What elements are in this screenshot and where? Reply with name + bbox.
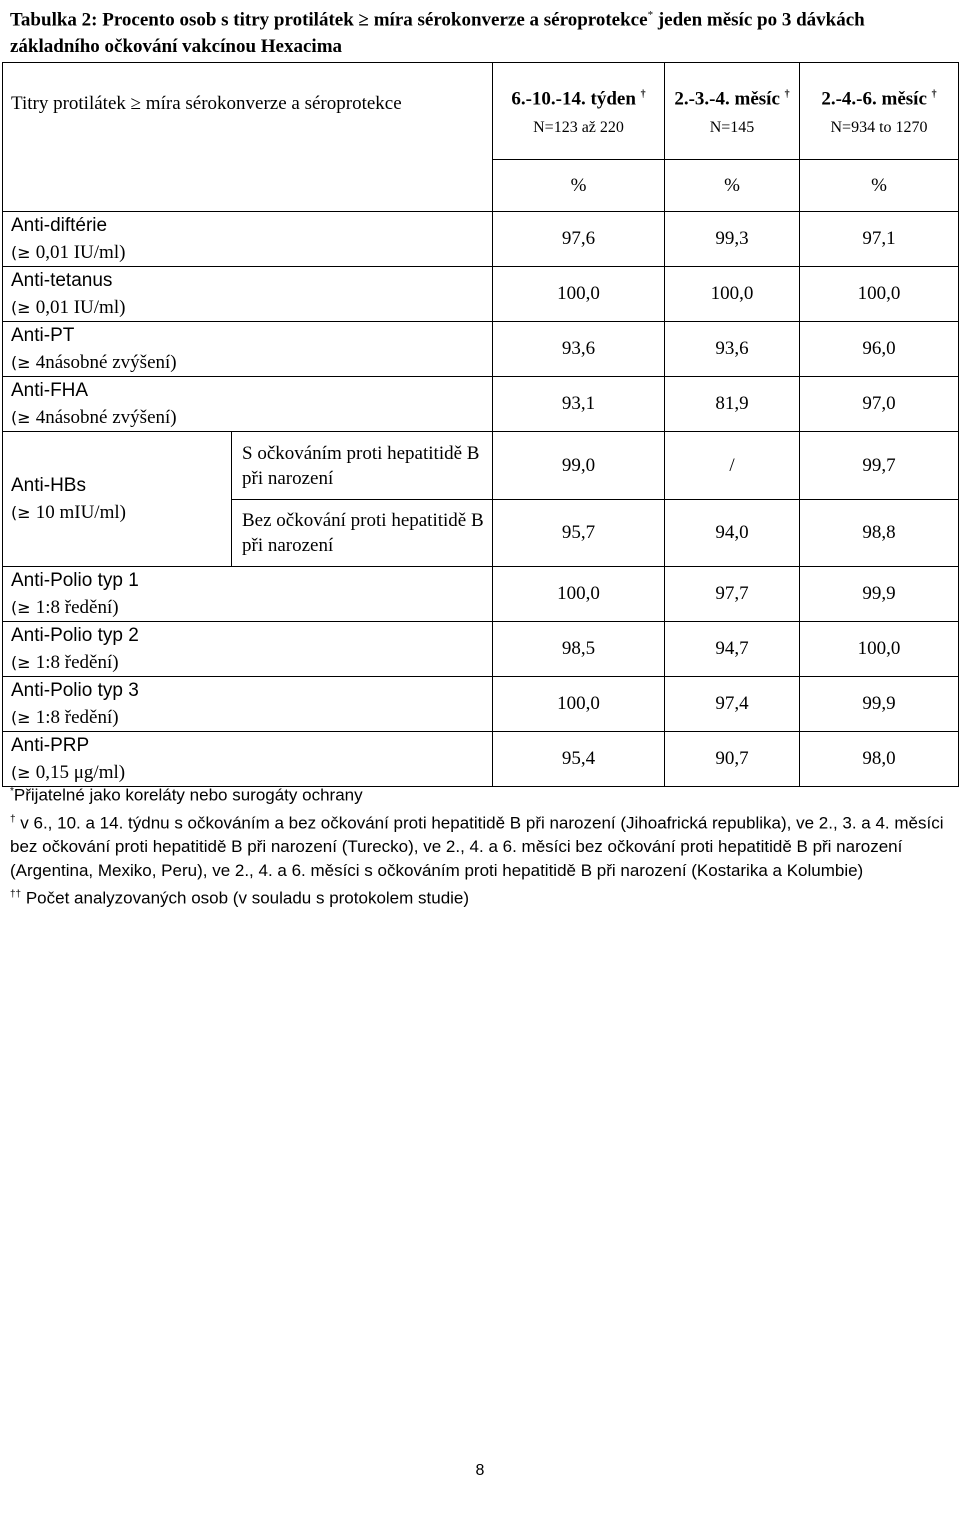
pct-2: % xyxy=(665,160,800,212)
threshold: 0,01 IU/ml) xyxy=(35,297,126,318)
hbs-subgroup-with: S očkováním proti hepatitidě B při narození xyxy=(232,432,493,500)
ge-symbol: (≥ xyxy=(11,653,36,672)
row-label-hbs xyxy=(3,432,232,567)
footnote-2-mark: † xyxy=(10,813,16,825)
table-row xyxy=(3,622,959,677)
table-row xyxy=(3,432,959,500)
footnote-1-mark: * xyxy=(10,786,14,797)
value-cell: 93,1 xyxy=(493,377,665,432)
value-cell: 90,7 xyxy=(665,732,800,787)
ge-symbol: (≥ xyxy=(11,503,36,522)
table-row xyxy=(3,322,959,377)
page-number: 8 xyxy=(475,1462,485,1479)
value-cell: / xyxy=(665,432,800,500)
value-cell: 99,9 xyxy=(800,677,959,732)
antibody-name: Anti-HBs xyxy=(11,475,86,496)
value-cell: 94,0 xyxy=(665,500,800,567)
antibody-name: Anti-PT xyxy=(11,325,75,346)
row-label xyxy=(3,267,493,322)
value-cell: 99,9 xyxy=(800,567,959,622)
value-cell: 93,6 xyxy=(493,322,665,377)
threshold: 4násobné zvýšení) xyxy=(35,352,177,373)
footnote-3-text: Počet analyzovaných osob (v souladu s protokolem studie) xyxy=(21,888,470,908)
threshold: 1:8 ředění) xyxy=(35,597,119,618)
value-cell: 81,9 xyxy=(665,377,800,432)
row-label xyxy=(3,622,493,677)
row-label xyxy=(3,377,493,432)
row-label xyxy=(3,732,493,787)
caption-text-2: jeden měsíc po 3 dávkách základního očkování vakcínou Hexacima xyxy=(10,9,865,58)
antibody-name: Anti-PRP xyxy=(11,735,90,756)
footnote-2 xyxy=(10,808,950,884)
col-head-1 xyxy=(493,63,665,160)
ge-symbol: (≥ xyxy=(11,763,36,782)
col-head-1-title: 6.-10.-14. týden xyxy=(511,88,636,110)
threshold: 1:8 ředění) xyxy=(35,707,119,728)
dagger-3: † xyxy=(931,88,937,100)
row-label xyxy=(3,567,493,622)
table-row xyxy=(3,732,959,787)
table-row xyxy=(3,677,959,732)
ge-symbol: (≥ xyxy=(11,408,36,427)
dagger-2: † xyxy=(784,88,790,100)
value-cell: 93,6 xyxy=(665,322,800,377)
value-cell: 97,4 xyxy=(665,677,800,732)
col-head-2 xyxy=(665,63,800,160)
caption-text-1: Tabulka 2: Procento osob s titry protilátek ≥ míra sérokonverze a séroprotekce xyxy=(10,9,648,31)
col-head-3 xyxy=(800,63,959,160)
value-cell: 97,7 xyxy=(665,567,800,622)
value-cell: 95,4 xyxy=(493,732,665,787)
ge-symbol: (≥ xyxy=(11,598,36,617)
value-cell: 99,3 xyxy=(665,212,800,267)
ge-symbol: (≥ xyxy=(11,298,36,317)
ge-symbol: (≥ xyxy=(11,353,36,372)
footnote-1-text: Přijatelné jako koreláty nebo surogáty ochrany xyxy=(13,785,363,805)
row-label xyxy=(3,322,493,377)
antibody-name: Anti-tetanus xyxy=(11,270,113,291)
value-cell: 94,7 xyxy=(665,622,800,677)
value-cell: 100,0 xyxy=(800,267,959,322)
dagger-1: † xyxy=(640,88,646,100)
col-head-3-n: N=934 to 1270 xyxy=(830,119,928,137)
footnote-3 xyxy=(10,883,950,911)
value-cell: 97,0 xyxy=(800,377,959,432)
value-cell: 100,0 xyxy=(493,567,665,622)
value-cell: 99,7 xyxy=(800,432,959,500)
antibody-name: Anti-Polio typ 2 xyxy=(11,625,139,646)
hbs-subgroup-without: Bez očkování proti hepatitidě B při narození xyxy=(232,500,493,567)
col-head-1-n: N=123 až 220 xyxy=(533,119,624,137)
threshold: 1:8 ředění) xyxy=(35,652,119,673)
value-cell: 96,0 xyxy=(800,322,959,377)
pct-3: % xyxy=(800,160,959,212)
value-cell: 99,0 xyxy=(493,432,665,500)
row-label xyxy=(3,212,493,267)
col-head-2-title: 2.-3.-4. měsíc xyxy=(674,88,780,110)
col-head-2-n: N=145 xyxy=(709,119,755,137)
table-row xyxy=(3,267,959,322)
table-row xyxy=(3,212,959,267)
value-cell: 100,0 xyxy=(665,267,800,322)
caption-asterisk: * xyxy=(647,9,654,21)
threshold: 0,15 μg/ml) xyxy=(35,762,126,783)
ge-symbol: (≥ xyxy=(11,708,36,727)
footnotes xyxy=(10,780,950,911)
value-cell: 100,0 xyxy=(493,267,665,322)
header-label: Titry protilátek ≥ míra sérokonverze a séroprotekce xyxy=(3,63,493,212)
antibody-name: Anti-Polio typ 3 xyxy=(11,680,139,701)
table-row xyxy=(3,567,959,622)
antibody-name: Anti-Polio typ 1 xyxy=(11,570,139,591)
footnote-3-mark: †† xyxy=(10,889,22,901)
threshold: 4násobné zvýšení) xyxy=(35,407,177,428)
row-label xyxy=(3,677,493,732)
threshold: 0,01 IU/ml) xyxy=(35,242,126,263)
value-cell: 100,0 xyxy=(800,622,959,677)
value-cell: 97,6 xyxy=(493,212,665,267)
value-cell: 98,8 xyxy=(800,500,959,567)
threshold: 10 mIU/ml) xyxy=(35,502,126,523)
value-cell: 98,0 xyxy=(800,732,959,787)
antibody-name: Anti-diftérie xyxy=(11,215,108,236)
footnote-1 xyxy=(10,780,950,808)
value-cell: 98,5 xyxy=(493,622,665,677)
table-row xyxy=(3,377,959,432)
footnote-2-text: v 6., 10. a 14. týdnu s očkováním a bez očkování proti hepatitidě B při narození (Jihoafrická republika), ve 2., 3. a 4. měsíci bez očkování proti hepatitidě B při narození (Turecko), ve 2., 4. a 6. měsíci bez očkování proti hepatitidě B při narození (Argentina, Mexiko, Peru), ve 2., 4. a 6. měsíci s očkováním proti hepatitidě B při narození (Kostarika a Kolumbie) xyxy=(10,813,944,881)
header-row xyxy=(3,63,959,160)
pct-1: % xyxy=(493,160,665,212)
value-cell: 97,1 xyxy=(800,212,959,267)
results-table xyxy=(2,62,959,787)
table-caption xyxy=(10,2,950,60)
value-cell: 100,0 xyxy=(493,677,665,732)
value-cell: 95,7 xyxy=(493,500,665,567)
antibody-name: Anti-FHA xyxy=(11,380,89,401)
ge-symbol: (≥ xyxy=(11,243,36,262)
col-head-3-title: 2.-4.-6. měsíc xyxy=(821,88,927,110)
